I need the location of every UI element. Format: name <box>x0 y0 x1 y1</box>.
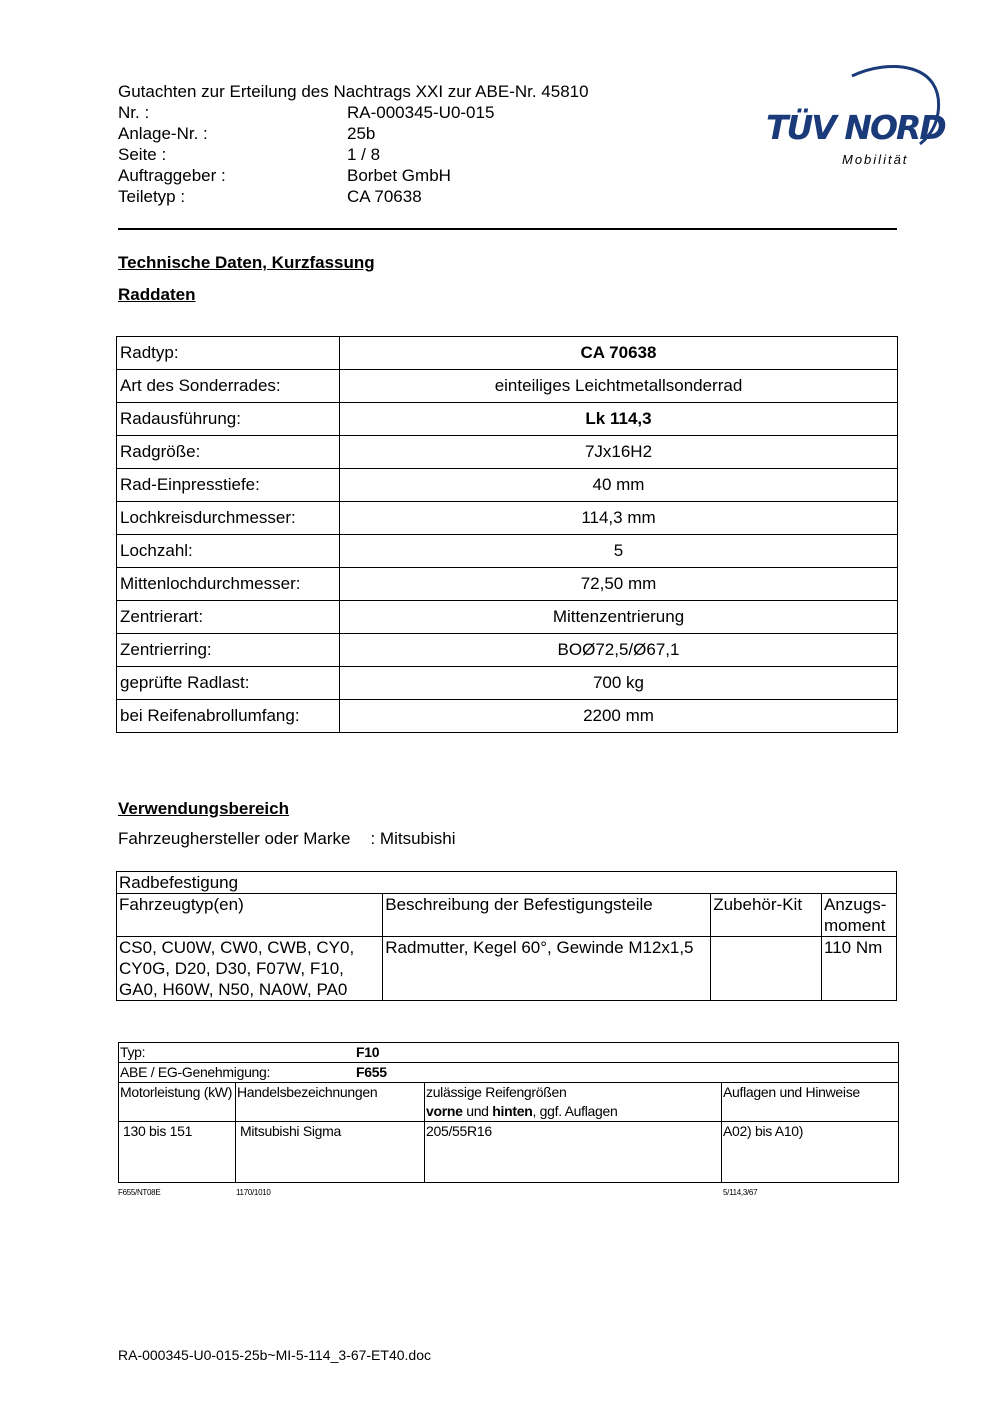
header-row-anlage <box>118 123 375 144</box>
handelsbezeichnung-cell: Mitsubishi Sigma <box>236 1122 425 1183</box>
radbefestigung-title: Radbefestigung <box>117 872 897 894</box>
footer-filename: RA-000345-U0-015-25b~MI-5-114_3-67-ET40.doc <box>118 1347 431 1363</box>
tuev-nord-logo <box>760 58 945 173</box>
abe-value: F655 <box>356 1064 387 1080</box>
table-row <box>117 469 898 502</box>
table-row <box>117 502 898 535</box>
row-value: BOØ72,5/Ø67,1 <box>340 634 898 667</box>
table-row <box>117 667 898 700</box>
reifen-header-line1: zulässige Reifengrößen <box>426 1084 567 1100</box>
row-value: Lk 114,3 <box>340 403 898 436</box>
radbefestigung-table <box>116 871 897 1001</box>
column-header: Zubehör-Kit <box>711 894 822 937</box>
heading-raddaten: Raddaten <box>118 285 196 304</box>
table-row <box>117 403 898 436</box>
typ-label: Typ: <box>120 1044 146 1060</box>
reifengroesse-cell: 205/55R16 <box>425 1122 722 1183</box>
column-header-reifen <box>425 1083 722 1122</box>
row-label: Zentrierart: <box>117 601 340 634</box>
header-row-seite <box>118 144 380 165</box>
abe-row <box>119 1063 899 1083</box>
anzugsmoment-cell: 110 Nm <box>822 937 897 1001</box>
typ-row <box>119 1043 899 1063</box>
fahrzeugtypen-cell: CS0, CU0W, CW0, CWB, CY0, CY0G, D20, D30, F07W, F10, GA0, H60W, N50, NA0W, PA0 <box>117 937 383 1001</box>
row-label: Lochkreisdurchmesser: <box>117 502 340 535</box>
reifen-header-und: und <box>462 1103 493 1119</box>
header-row-nr <box>118 102 494 123</box>
row-label: Lochzahl: <box>117 535 340 568</box>
row-value: 700 kg <box>340 667 898 700</box>
table-row <box>119 1043 899 1063</box>
row-label: geprüfte Radlast: <box>117 667 340 700</box>
hersteller-line <box>118 829 456 849</box>
zubehoer-kit-cell <box>711 937 822 1001</box>
table-row <box>117 700 898 733</box>
header-value: 1 / 8 <box>347 145 381 164</box>
header-row-teiletyp <box>118 186 422 207</box>
row-value: CA 70638 <box>340 337 898 370</box>
row-label: Art des Sonderrades: <box>117 370 340 403</box>
row-value: 5 <box>340 535 898 568</box>
row-label: Rad-Einpresstiefe: <box>117 469 340 502</box>
column-header: Auflagen und Hinweise <box>722 1083 899 1122</box>
reifen-header-vorne: vorne <box>426 1103 463 1119</box>
row-value: einteiliges Leichtmetallsonderrad <box>340 370 898 403</box>
header-label: Nr. : <box>118 103 150 122</box>
reifen-header-hinten: hinten <box>492 1103 533 1119</box>
header-value: 25b <box>347 124 376 143</box>
column-header: Handelsbezeichnungen <box>236 1083 425 1122</box>
table-row <box>119 1063 899 1083</box>
header-label: Auftraggeber : <box>118 166 226 185</box>
header-value: RA-000345-U0-015 <box>347 103 495 122</box>
raddaten-table <box>116 336 898 733</box>
table-row <box>117 872 897 894</box>
typ-table <box>118 1042 899 1183</box>
hersteller-separator: : <box>370 829 376 848</box>
table-row <box>117 370 898 403</box>
document-title: Gutachten zur Erteilung des Nachtrags XXI zur ABE-Nr. 45810 <box>118 82 589 101</box>
row-label: Zentrierring: <box>117 634 340 667</box>
logo-subtitle: Mobilität <box>842 152 909 167</box>
row-value: 2200 mm <box>340 700 898 733</box>
table-row <box>117 601 898 634</box>
row-label: Radgröße: <box>117 436 340 469</box>
row-value: 40 mm <box>340 469 898 502</box>
row-value: 114,3 mm <box>340 502 898 535</box>
header-divider <box>118 228 897 230</box>
row-value: 72,50 mm <box>340 568 898 601</box>
column-header: Anzugs-moment <box>822 894 897 937</box>
header-label: Anlage-Nr. : <box>118 124 208 143</box>
code-ref: F655/NT08E <box>118 1188 161 1197</box>
table-row <box>119 1122 899 1183</box>
code-ref: 5/114,3/67 <box>723 1188 758 1197</box>
table-header-row <box>117 894 897 937</box>
column-header: Beschreibung der Befestigungsteile <box>383 894 711 937</box>
heading-technische-daten: Technische Daten, Kurzfassung <box>118 253 375 272</box>
row-label: bei Reifenabrollumfang: <box>117 700 340 733</box>
motorleistung-cell: 130 bis 151 <box>119 1122 236 1183</box>
column-header: Motorleistung (kW) <box>119 1083 236 1122</box>
row-label: Mittenlochdurchmesser: <box>117 568 340 601</box>
table-row <box>117 568 898 601</box>
header-value: CA 70638 <box>347 187 422 206</box>
reifen-header-rest: , ggf. Auflagen <box>532 1103 618 1119</box>
row-value: 7Jx16H2 <box>340 436 898 469</box>
table-row <box>117 535 898 568</box>
hersteller-label: Fahrzeughersteller oder Marke <box>118 829 351 848</box>
abe-label: ABE / EG-Genehmigung: <box>120 1064 271 1080</box>
logo-text: TÜV NORD <box>766 108 945 147</box>
hersteller-value: Mitsubishi <box>379 829 456 848</box>
auflagen-cell: A02) bis A10) <box>722 1122 899 1183</box>
beschreibung-cell: Radmutter, Kegel 60°, Gewinde M12x1,5 <box>383 937 711 1001</box>
column-header: Fahrzeugtyp(en) <box>117 894 383 937</box>
header-row-auftraggeber <box>118 165 451 186</box>
table-row <box>117 937 897 1001</box>
table-row <box>117 634 898 667</box>
code-ref: 1170/1010 <box>236 1188 271 1197</box>
row-label: Radausführung: <box>117 403 340 436</box>
table-row <box>117 436 898 469</box>
row-label: Radtyp: <box>117 337 340 370</box>
header-value: Borbet GmbH <box>347 166 451 185</box>
table-header-row <box>119 1083 899 1122</box>
heading-verwendungsbereich: Verwendungsbereich <box>118 799 289 818</box>
header-label: Seite : <box>118 145 167 164</box>
row-value: Mittenzentrierung <box>340 601 898 634</box>
typ-value: F10 <box>356 1044 380 1060</box>
header-label: Teiletyp : <box>118 187 186 206</box>
table-row <box>117 337 898 370</box>
